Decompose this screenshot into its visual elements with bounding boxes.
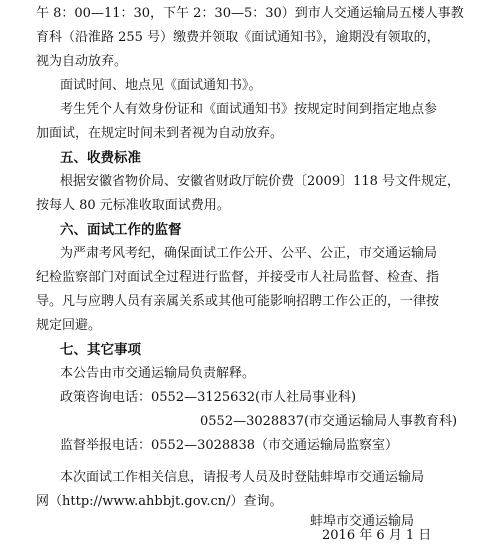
text-line: 规定回避。 xyxy=(36,318,102,333)
issuer-name: 蚌埠市交通运输局 xyxy=(310,514,415,529)
text-line: 根据安徽省物价局、安徽省财政厅皖价费〔2009〕118 号文件规定， xyxy=(60,174,461,189)
section-heading-other: 七、其它事项 xyxy=(60,342,141,358)
text-line: 本公告由市交通运输局负责解释。 xyxy=(60,366,256,381)
text-line: 按每人 80 元标准收取面试费用。 xyxy=(36,198,230,213)
text-line: 本次面试工作相关信息，请报考人员及时登陆蚌埠市交通运输局 xyxy=(60,470,425,485)
text-line: 午 8：00—11：30，下午 2：30—5：30）到市人交通运输局五楼人事教 xyxy=(36,6,464,21)
policy-phone-line: 政策咨询电话：0552—3125632(市人社局事业科) xyxy=(60,390,357,405)
website-line: 网（http://www.ahbbjt.gov.cn/）查询。 xyxy=(36,494,283,509)
text-line: 纪检监察部门对面试全过程进行监督，并接受市人社局监督、检查、指 xyxy=(36,270,440,285)
issue-date: 2016 年 6 月 1 日 xyxy=(322,528,432,543)
section-heading-fees: 五、收费标准 xyxy=(60,150,141,166)
text-line: 视为自动放弃。 xyxy=(36,54,128,69)
text-line: 为严肃考风考纪，确保面试工作公开、公平、公正，市交通运输局 xyxy=(60,246,438,261)
policy-phone-line-2: 0552—3028837(市交通运输局人事教育科) xyxy=(200,414,458,429)
text-line: 考生凭个人有效身份证和《面试通知书》按规定时间到指定地点参 xyxy=(60,102,438,117)
text-line: 导。凡与应聘人员有亲属关系或其他可能影响招聘工作公正的，一律按 xyxy=(36,294,440,309)
text-line: 面试时间、地点见《面试通知书》。 xyxy=(60,78,262,93)
section-heading-supervision: 六、面试工作的监督 xyxy=(60,222,182,238)
text-line: 育科（沿淮路 255 号）缴费并领取《面试通知书》，逾期没有领取的， xyxy=(36,30,440,45)
text-line: 加面试，在规定时间未到者视为自动放弃。 xyxy=(36,126,284,141)
report-phone-line: 监督举报电话：0552—3028838（市交通运输局监察室） xyxy=(60,438,398,453)
